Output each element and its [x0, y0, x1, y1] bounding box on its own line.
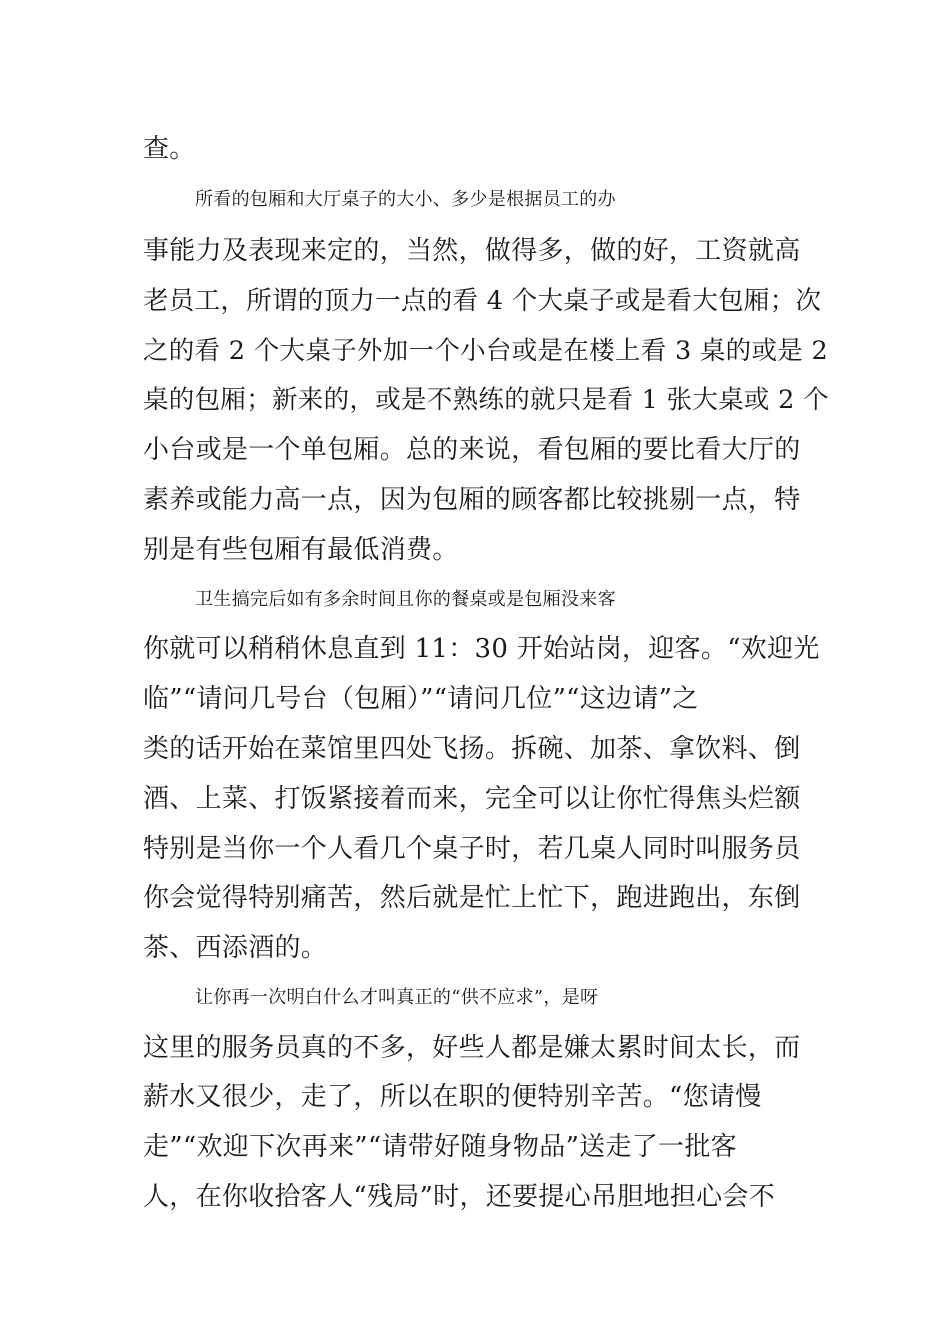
text-line: 桌的包厢；新来的，或是不熟练的就只是看 1 张大桌或 2 个	[143, 385, 829, 415]
text-line: 走”“欢迎下次再来”“请带好随身物品”送走了一批客	[143, 1132, 737, 1162]
text-line: 特别是当你一个人看几个桌子时，若几桌人同时叫服务员	[143, 834, 801, 864]
text-line: 人，在你收拾客人“残局”时，还要提心吊胆地担心会不	[143, 1182, 776, 1212]
text-line: 小台或是一个单包厢。总的来说，看包厢的要比看大厅的	[143, 435, 801, 465]
text-line: 查。	[143, 134, 196, 164]
text-line: 素养或能力高一点，因为包厢的顾客都比较挑剔一点，特	[143, 485, 801, 515]
text-line: 你会觉得特别痛苦，然后就是忙上忙下，跑进跑出，东倒	[143, 883, 801, 913]
text-line: 茶、西添酒的。	[143, 933, 328, 963]
paragraph-start-line: 所看的包厢和大厅桌子的大小、多少是根据员工的办	[195, 189, 616, 210]
text-line: 你就可以稍稍休息直到 11：30 开始站岗，迎客。“欢迎光	[143, 634, 820, 664]
paragraph-start-line: 让你再一次明白什么才叫真正的“供不应求”，是呀	[195, 987, 599, 1008]
text-line: 酒、上菜、打饭紧接着而来，完全可以让你忙得焦头烂额	[143, 784, 801, 814]
text-line: 之的看 2 个大桌子外加一个小台或是在楼上看 3 桌的或是 2	[143, 336, 829, 366]
text-line: 这里的服务员真的不多，好些人都是嫌太累时间太长，而	[143, 1033, 801, 1063]
text-line: 老员工，所谓的顶力一点的看 4 个大桌子或是看大包厢；次	[143, 286, 822, 316]
text-line: 事能力及表现来定的，当然，做得多，做的好，工资就高	[143, 236, 801, 266]
text-line: 临”“请问几号台（包厢）”“请问几位”“这边请”之	[143, 684, 699, 714]
text-line: 类的话开始在菜馆里四处飞扬。拆碗、加茶、拿饮料、倒	[143, 734, 801, 764]
paragraph-start-line: 卫生搞完后如有多余时间且你的餐桌或是包厢没来客	[195, 589, 616, 610]
text-line: 薪水又很少，走了，所以在职的便特别辛苦。“您请慢	[143, 1082, 762, 1112]
text-line: 别是有些包厢有最低消费。	[143, 535, 459, 565]
